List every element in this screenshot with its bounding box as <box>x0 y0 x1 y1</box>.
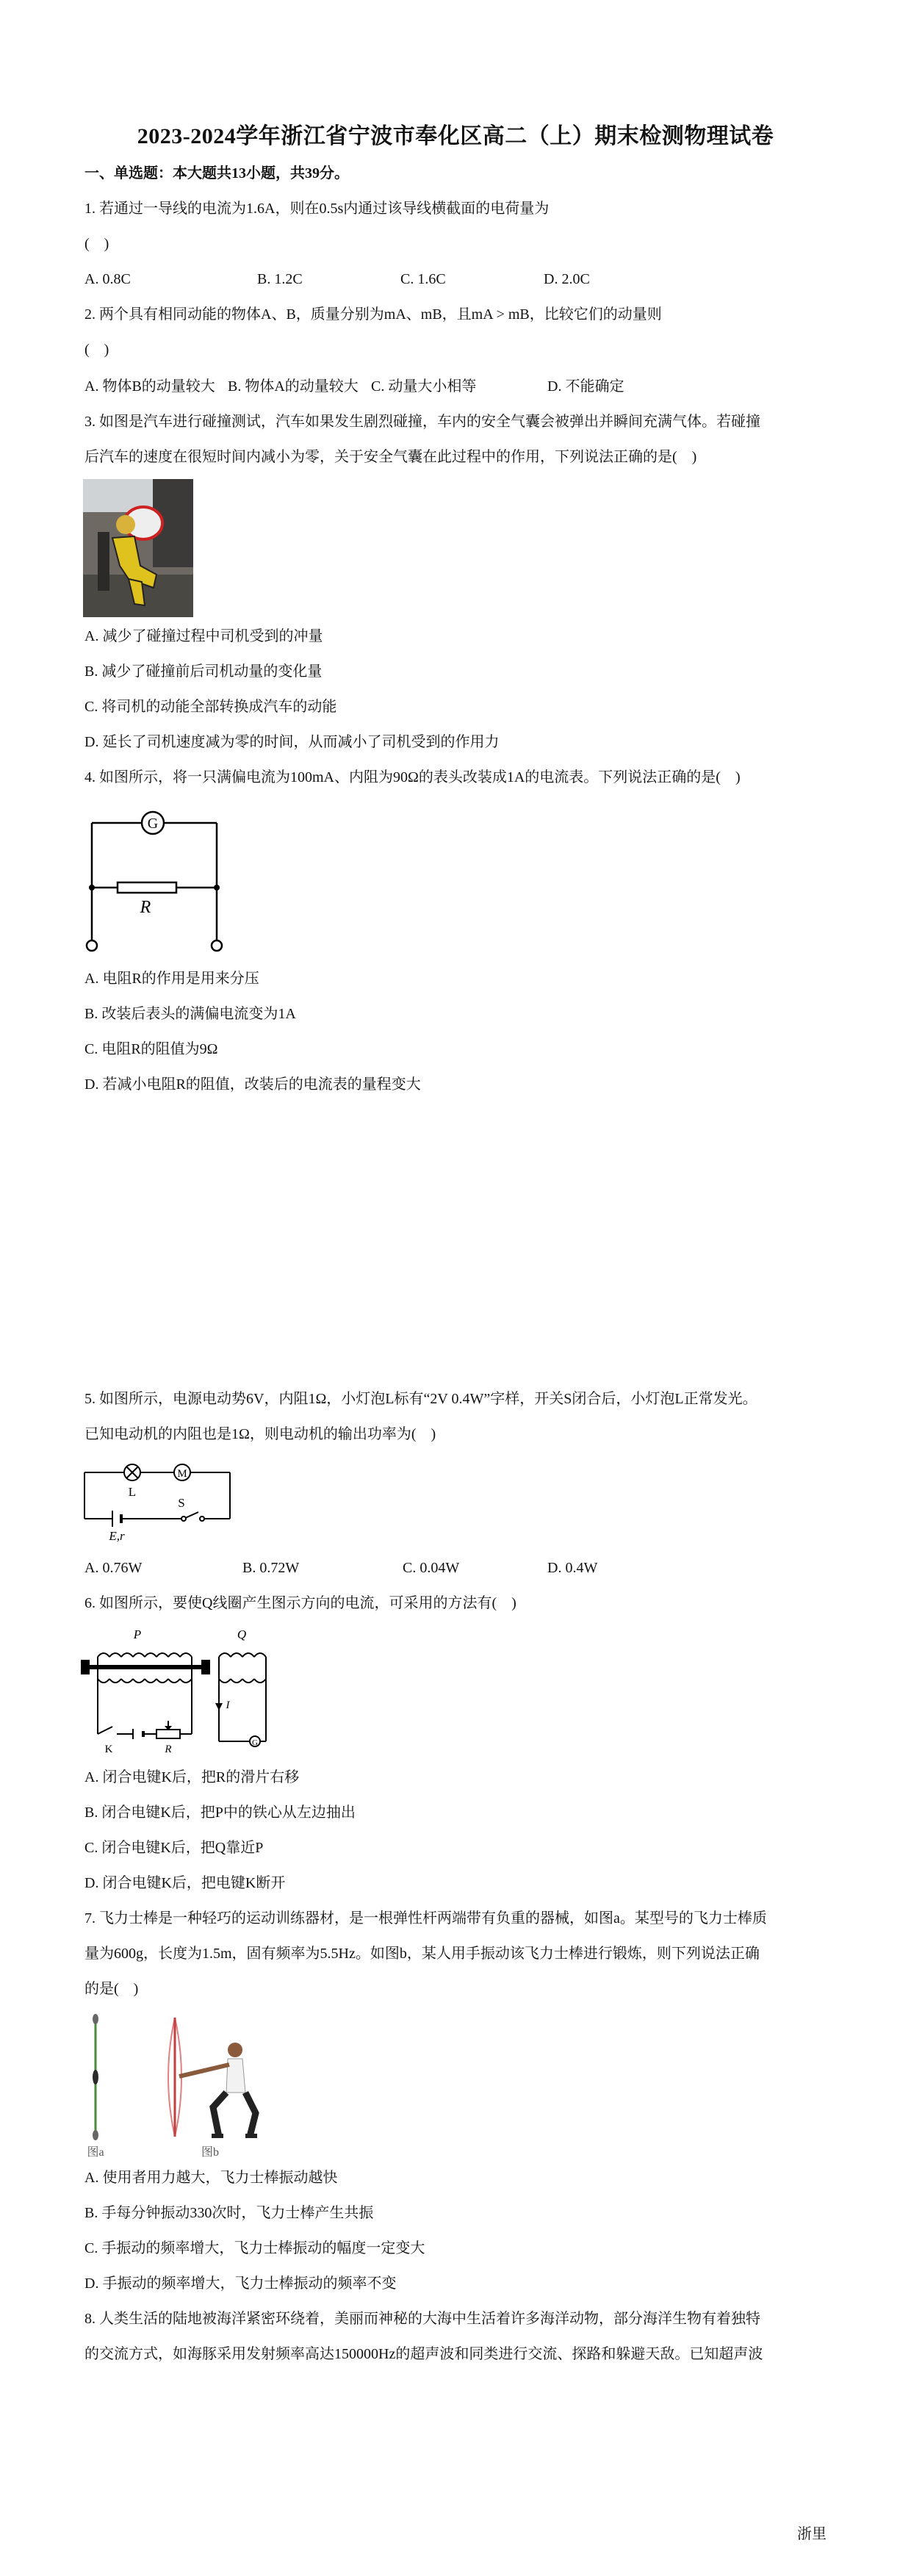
q5-motor-circuit-diagram <box>77 1456 239 1543</box>
q6-stem: 6. 如图所示，要使Q线圈产生图示方向的电流，可采用的方法有( ) <box>84 1595 516 1611</box>
q1-answer-paren: ( ) <box>84 236 109 252</box>
q3-option-a: A. 减少了碰撞过程中司机受到的冲量 <box>84 628 323 644</box>
q6-rheostat-label: R <box>165 1744 172 1755</box>
page-footer: 浙里 <box>797 2526 827 2542</box>
q5-option-c: C. 0.04W <box>403 1560 460 1576</box>
q7-flexi-bar-figure <box>79 2012 285 2159</box>
q6-option-c: C. 闭合电键K后，把Q靠近P <box>84 1840 264 1856</box>
q6-option-d: D. 闭合电键K后，把电键K断开 <box>84 1875 286 1891</box>
q4-galvanometer-label: G <box>147 816 159 832</box>
q6-coil-q-label: Q <box>237 1627 247 1641</box>
q4-option-d: D. 若减小电阻R的阻值，改装后的电流表的量程变大 <box>84 1076 421 1093</box>
q1-option-b: B. 1.2C <box>257 271 303 287</box>
q4-option-b: B. 改装后表头的满偏电流变为1A <box>84 1006 296 1022</box>
q5-option-b: B. 0.72W <box>242 1560 300 1576</box>
q5-switch-label: S <box>178 1496 185 1510</box>
q2-option-c: C. 动量大小相等 <box>371 378 477 395</box>
q7-option-d: D. 手振动的频率增大，飞力士棒振动的频率不变 <box>84 2275 397 2292</box>
q3-option-b: B. 减少了碰撞前后司机动量的变化量 <box>84 663 323 680</box>
q4-resistor-label: R <box>140 898 151 917</box>
q6-coil-p-label: P <box>133 1627 142 1641</box>
q6-switch-label: K <box>104 1744 113 1755</box>
q3-stem-line1: 3. 如图是汽车进行碰撞测试，汽车如果发生剧烈碰撞，车内的安全气囊会被弹出并瞬间充满气体。若碰撞 <box>84 414 760 430</box>
q3-crash-test-photo <box>83 479 193 617</box>
q4-ammeter-circuit-diagram <box>77 801 231 959</box>
q7-option-c: C. 手振动的频率增大，飞力士棒振动的幅度一定变大 <box>84 2240 425 2256</box>
q7-stem-line1: 7. 飞力士棒是一种轻巧的运动训练器材，是一根弹性杆两端带有负重的器械，如图a。某型号的飞力士棒质 <box>84 1910 767 1926</box>
q2-option-a: A. 物体B的动量较大 <box>84 378 215 395</box>
q5-motor-label: M <box>177 1468 187 1480</box>
q2-stem: 2. 两个具有相同动能的物体A、B，质量分别为mA、mB，且mA > mB，比较它们的动量则 <box>84 306 662 323</box>
q6-current-label: I <box>226 1699 230 1711</box>
q5-lamp-label: L <box>128 1485 137 1499</box>
q8-stem-line2: 的交流方式，如海豚采用发射频率高达150000Hz的超声波和同类进行交流、探路和躲避天敌。已知超声波 <box>84 2346 763 2362</box>
q2-option-b: B. 物体A的动量较大 <box>228 378 359 395</box>
q1-option-d: D. 2.0C <box>544 271 590 287</box>
q5-stem-line1: 5. 如图所示，电源电动势6V，内阻1Ω，小灯泡L标有“2V 0.4W”字样，开关S闭合后，小灯泡L正常发光。 <box>84 1391 757 1407</box>
q7-stem-line2: 量为600g，长度为1.5m，固有频率为5.5Hz。如图b，某人用手振动该飞力士棒进行锻炼，则下列说法正确 <box>84 1946 760 1962</box>
q3-option-d: D. 延长了司机速度减为零的时间，从而减小了司机受到的作用力 <box>84 734 500 750</box>
q4-stem: 4. 如图所示，将一只满偏电流为100mA、内阻为90Ω的表头改装成1A的电流表。下列说法正确的是( ) <box>84 769 741 785</box>
page-title: 2023-2024学年浙江省宁波市奉化区高二（上）期末检测物理试卷 <box>137 124 774 148</box>
q1-option-c: C. 1.6C <box>400 271 446 287</box>
q7-figure-b-label: 图b <box>201 2146 220 2159</box>
q5-option-d: D. 0.4W <box>547 1560 598 1576</box>
q5-stem-line2: 已知电动机的内阻也是1Ω，则电动机的输出功率为( ) <box>84 1426 436 1442</box>
q3-stem-line2: 后汽车的速度在很短时间内减小为零，关于安全气囊在此过程中的作用，下列说法正确的是( ) <box>84 449 697 465</box>
q7-figure-a-label: 图a <box>87 2146 104 2159</box>
q1-option-a: A. 0.8C <box>84 271 131 287</box>
q2-option-d: D. 不能确定 <box>547 378 624 395</box>
q2-answer-paren: ( ) <box>84 342 109 358</box>
section-heading: 一、单选题：本大题共13小题，共39分。 <box>84 165 349 181</box>
q6-galvanometer-label: G <box>252 1738 258 1747</box>
q7-option-b: B. 手每分钟振动330次时，飞力士棒产生共振 <box>84 2205 374 2221</box>
q3-option-c: C. 将司机的动能全部转换成汽车的动能 <box>84 699 337 715</box>
q6-option-b: B. 闭合电键K后，把P中的铁心从左边抽出 <box>84 1805 356 1821</box>
q7-option-a: A. 使用者用力越大，飞力士棒振动越快 <box>84 2170 338 2186</box>
q6-coils-diagram <box>76 1624 296 1756</box>
q5-source-label: E,r <box>109 1529 125 1543</box>
q5-option-a: A. 0.76W <box>84 1560 143 1576</box>
q8-stem-line1: 8. 人类生活的陆地被海洋紧密环绕着，美丽而神秘的大海中生活着许多海洋动物，部分海洋生物有着独特 <box>84 2311 760 2327</box>
q1-stem: 1. 若通过一导线的电流为1.6A，则在0.5s内通过该导线横截面的电荷量为 <box>84 201 550 217</box>
q4-option-a: A. 电阻R的作用是用来分压 <box>84 971 259 987</box>
q7-stem-line3: 的是( ) <box>84 1981 139 1997</box>
q6-option-a: A. 闭合电键K后，把R的滑片右移 <box>84 1769 300 1785</box>
q4-option-c: C. 电阻R的阻值为9Ω <box>84 1041 218 1057</box>
